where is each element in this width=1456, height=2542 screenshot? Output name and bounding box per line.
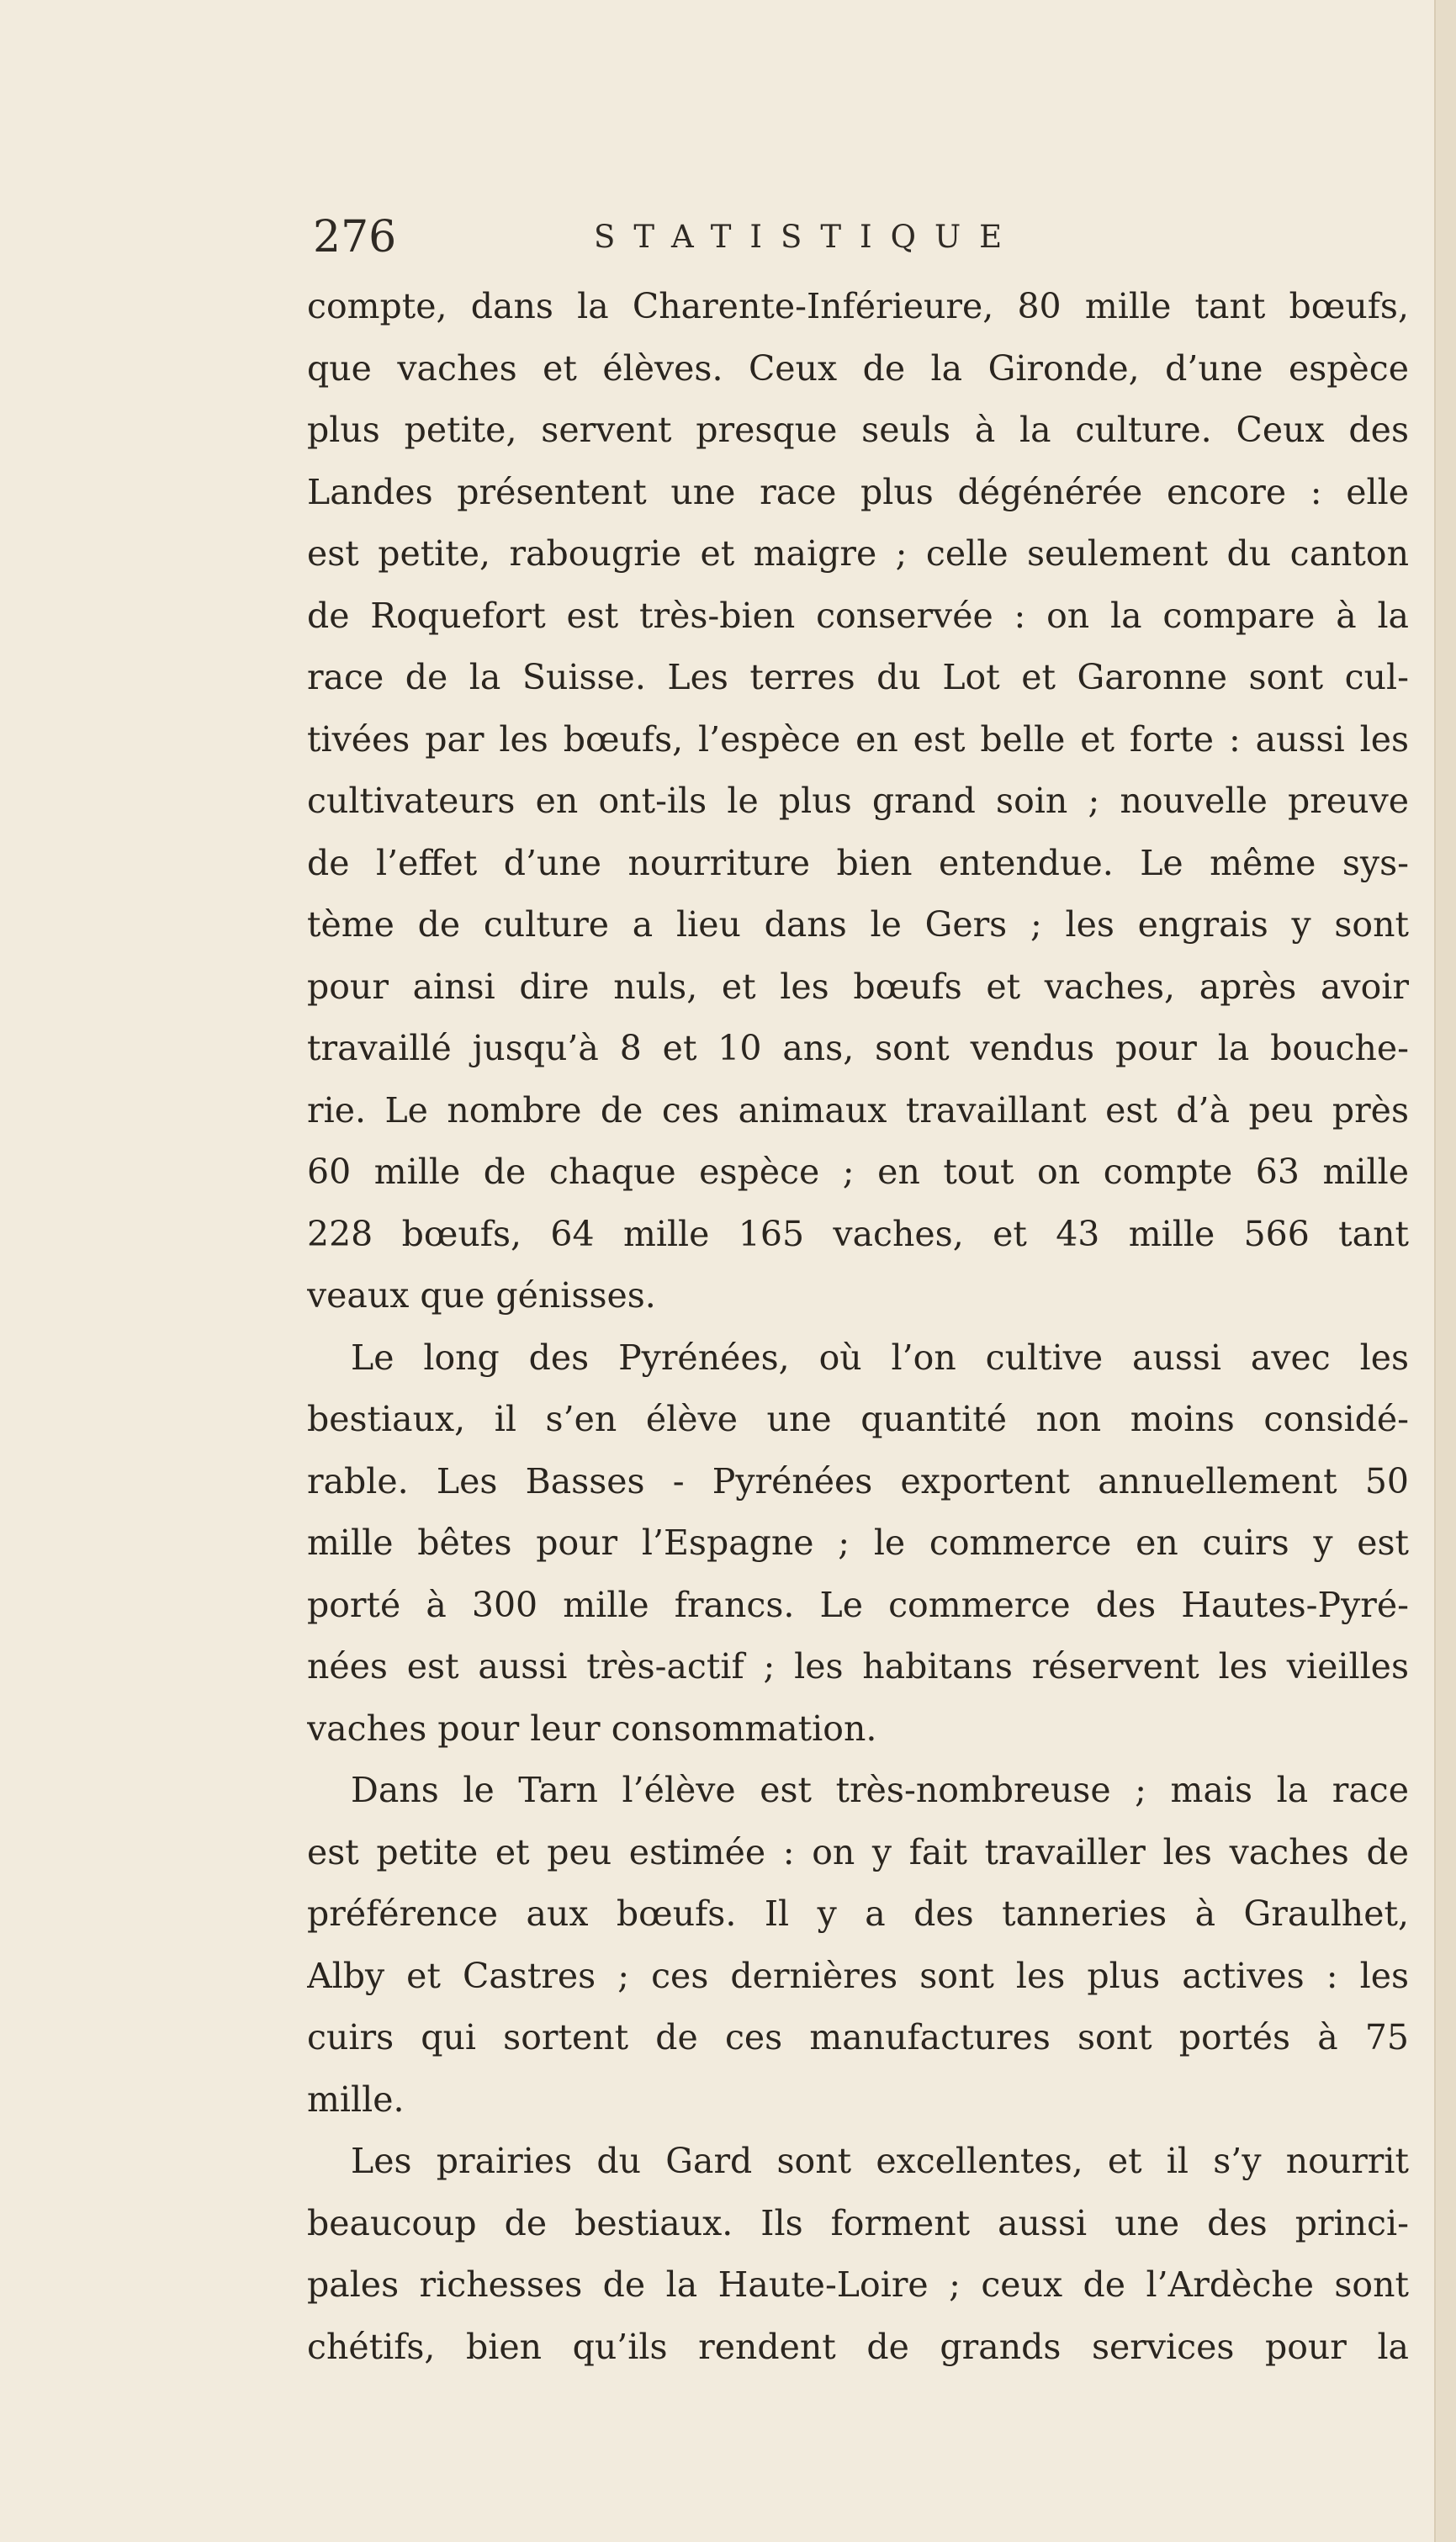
body-text (307, 276, 1409, 2378)
text-line: Alby et Castres ; ces dernières sont les plus actives : les (307, 1955, 1409, 1996)
text-line: chétifs, bien qu’ils rendent de grands services pour la (307, 2326, 1409, 2367)
text-line: tème de culture a lieu dans le Gers ; les engrais y sont (307, 904, 1409, 945)
text-line: de Roquefort est très-bien conservée : on la compare à la (307, 595, 1409, 636)
page-header (313, 212, 1146, 271)
text-line: rie. Le nombre de ces animaux travaillant est d’à peu près (307, 1089, 1409, 1131)
text-line: est petite, rabougrie et maigre ; celle seulement du canton (307, 533, 1409, 574)
text-line: pour ainsi dire nuls, et les bœufs et vaches, après avoir (307, 966, 1409, 1007)
paragraph-start-line: Le long des Pyrénées, où l’on cultive aussi avec les (351, 1337, 1409, 1378)
text-line: mille. (307, 2079, 405, 2120)
text-line: 228 bœufs, 64 mille 165 vaches, et 43 mille 566 tant (307, 1213, 1409, 1254)
text-line: cultivateurs en ont-ils le plus grand soin ; nouvelle preuve (307, 781, 1409, 821)
text-line: mille bêtes pour l’Espagne ; le commerce en cuirs y est (307, 1523, 1409, 1563)
text-line: compte, dans la Charente-Inférieure, 80 mille tant bœufs, (307, 286, 1409, 326)
text-line: rable. Les Basses - Pyrénées exportent annuellement 50 (307, 1460, 1409, 1501)
text-line: beaucoup de bestiaux. Ils forment aussi une des princi- (307, 2202, 1409, 2243)
text-line: vaches pour leur consommation. (307, 1708, 877, 1749)
text-line: nées est aussi très-actif ; les habitans réservent les vieilles (307, 1646, 1409, 1687)
text-line: Landes présentent une race plus dégénérée encore : elle (307, 471, 1409, 512)
text-line: bestiaux, il s’en élève une quantité non moins considé- (307, 1399, 1409, 1439)
text-line: préférence aux bœufs. Il y a des tanneries à Graulhet, (307, 1893, 1409, 1934)
paragraph-start-line: Les prairies du Gard sont excellentes, et il s’y nourrit (351, 2141, 1409, 2181)
text-line: 60 mille de chaque espèce ; en tout on compte 63 mille (307, 1152, 1409, 1192)
text-line: veaux que génisses. (307, 1275, 656, 1316)
text-line: travaillé jusqu’à 8 et 10 ans, sont vendus pour la bouche- (307, 1028, 1409, 1068)
paragraph-start-line: Dans le Tarn l’élève est très-nombreuse ; mais la race (351, 1770, 1409, 1810)
text-line: race de la Suisse. Les terres du Lot et Garonne sont cul- (307, 657, 1409, 697)
text-line: est petite et peu estimée : on y fait travailler les vaches de (307, 1831, 1409, 1872)
running-title: STATISTIQUE (594, 219, 1021, 255)
text-line: porté à 300 mille francs. Le commerce des Hautes-Pyré- (307, 1584, 1409, 1625)
text-line: tivées par les bœufs, l’espèce en est belle et forte : aussi les (307, 718, 1409, 760)
page-edge (1434, 0, 1456, 2542)
page-number: 276 (313, 212, 397, 262)
text-line: pales richesses de la Haute-Loire ; ceux de l’Ardèche sont (307, 2264, 1409, 2305)
text-line: de l’effet d’une nourriture bien entendue. Le même sys- (307, 842, 1409, 883)
text-line: plus petite, servent presque seuls à la culture. Ceux des (307, 410, 1409, 450)
text-line: que vaches et élèves. Ceux de la Gironde, d’une espèce (307, 347, 1409, 389)
text-line: cuirs qui sortent de ces manufactures sont portés à 75 (307, 2017, 1409, 2057)
